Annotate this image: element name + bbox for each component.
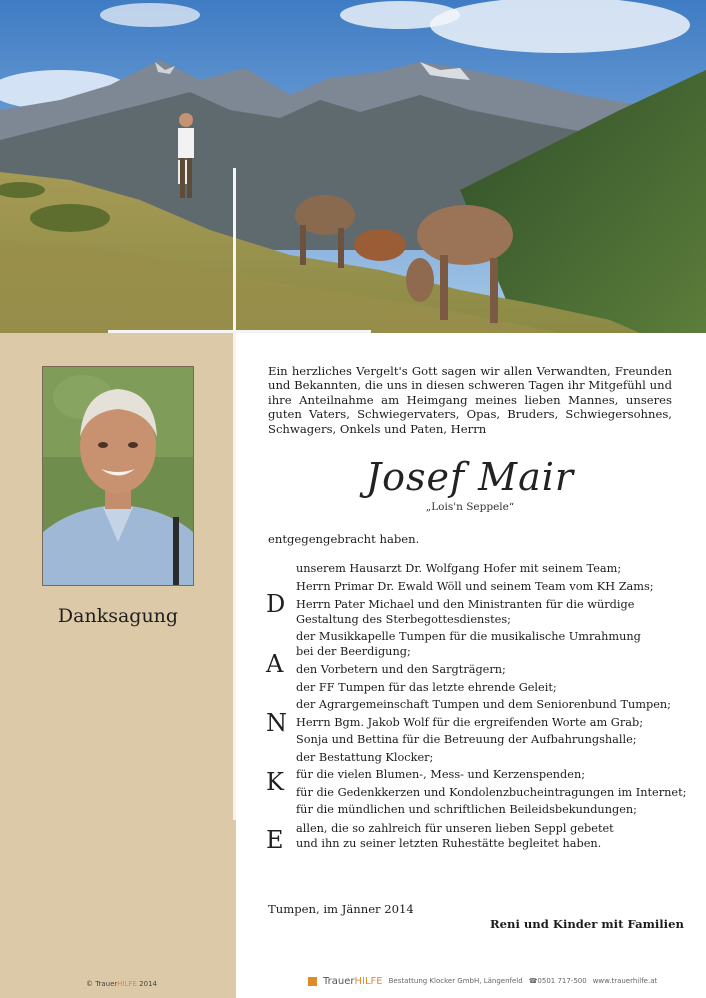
copyright-suffix: 2014 [136, 980, 157, 988]
footer-brand-highlight: HILFE [354, 975, 383, 987]
footer-company: Bestattung Klocker GmbH, Längenfeld [388, 977, 523, 985]
intro-text: Ein herzliches Vergelt's Gott sagen wir allen Verwandten, Freunden und Bekannten, die uns in diesen schweren Tagen ihr Mitgefühl und ihre Anteilnahme am Heimgang meines lieben Mannes, unseres guten Vaters, Schwiegervaters, Opas, Bruders, Schwiegersohnes, Schwagers, Onkels und Paten, Herrn [268, 364, 672, 436]
footer [308, 974, 657, 988]
cross-vertical [233, 168, 236, 820]
dank-letter-e: E [266, 826, 284, 854]
footer-phone: ☎0501 717-500 [528, 977, 587, 985]
landscape-photo [0, 0, 706, 333]
footer-brand-prefix: Trauer [323, 975, 355, 987]
dank-letter-k: K [266, 768, 284, 796]
footer-website[interactable]: www.trauerhilfe.at [592, 977, 658, 985]
list-item: den Vorbetern und den Sargträgern; [296, 663, 506, 676]
list-item: für die mündlichen und schriftlichen Beileidsbekundungen; [296, 803, 637, 816]
thanks-list [296, 560, 686, 853]
received-text: entgegengebracht haben. [268, 532, 420, 546]
list-item: Herrn Bgm. Jakob Wolf für die ergreifenden Worte am Grab; [296, 715, 644, 729]
cross-horizontal [108, 330, 371, 333]
list-item: unserem Hausarzt Dr. Wolfgang Hofer mit seinem Team; [296, 562, 622, 575]
side-title: Danksagung [57, 605, 179, 627]
copyright-prefix: © Trauer [86, 980, 118, 988]
list-item: für die vielen Blumen-, Mess- und Kerzenspenden; [296, 768, 586, 781]
list-item: der Agrargemeinschaft Tumpen und dem Seniorenbund Tumpen; [296, 698, 671, 711]
list-item: allen, die so zahlreich für unseren lieben Seppl gebetet und ihn zu seiner letzten Ruhestätte begleitet haben. [296, 821, 614, 850]
copyright [86, 980, 157, 988]
deceased-name: Josef Mair [365, 455, 575, 499]
list-item: Herrn Pater Michael und den Ministranten für die würdige Gestaltung des Sterbegottesdienstes; [296, 598, 635, 626]
copyright-highlight: HILFE [117, 980, 137, 988]
portrait-photo [42, 366, 194, 586]
list-item: der FF Tumpen für das letzte ehrende Geleit; [296, 680, 557, 694]
nickname: „Lois'n Seppele“ [425, 501, 515, 513]
list-item: für die Gedenkkerzen und Kondolenzbucheintragungen im Internet; [296, 785, 687, 799]
list-item: Sonja und Bettina für die Betreuung der Aufbahrungshalle; [296, 733, 637, 746]
list-item: Herrn Primar Dr. Ewald Wöll und seinem Team vom KH Zams; [296, 579, 654, 593]
place-date: Tumpen, im Jänner 2014 [268, 902, 414, 916]
trauerhilfe-logo-icon [308, 977, 317, 986]
list-item: der Bestattung Klocker; [296, 750, 434, 764]
dank-letter-d: D [266, 590, 286, 618]
dank-letter-a: A [266, 650, 284, 678]
footer-brand [323, 976, 383, 987]
dank-letter-n: N [266, 709, 287, 737]
list-item: der Musikkapelle Tumpen für die musikalische Umrahmung bei der Beerdigung; [296, 630, 641, 658]
signature: Reni und Kinder mit Familien [490, 917, 684, 931]
